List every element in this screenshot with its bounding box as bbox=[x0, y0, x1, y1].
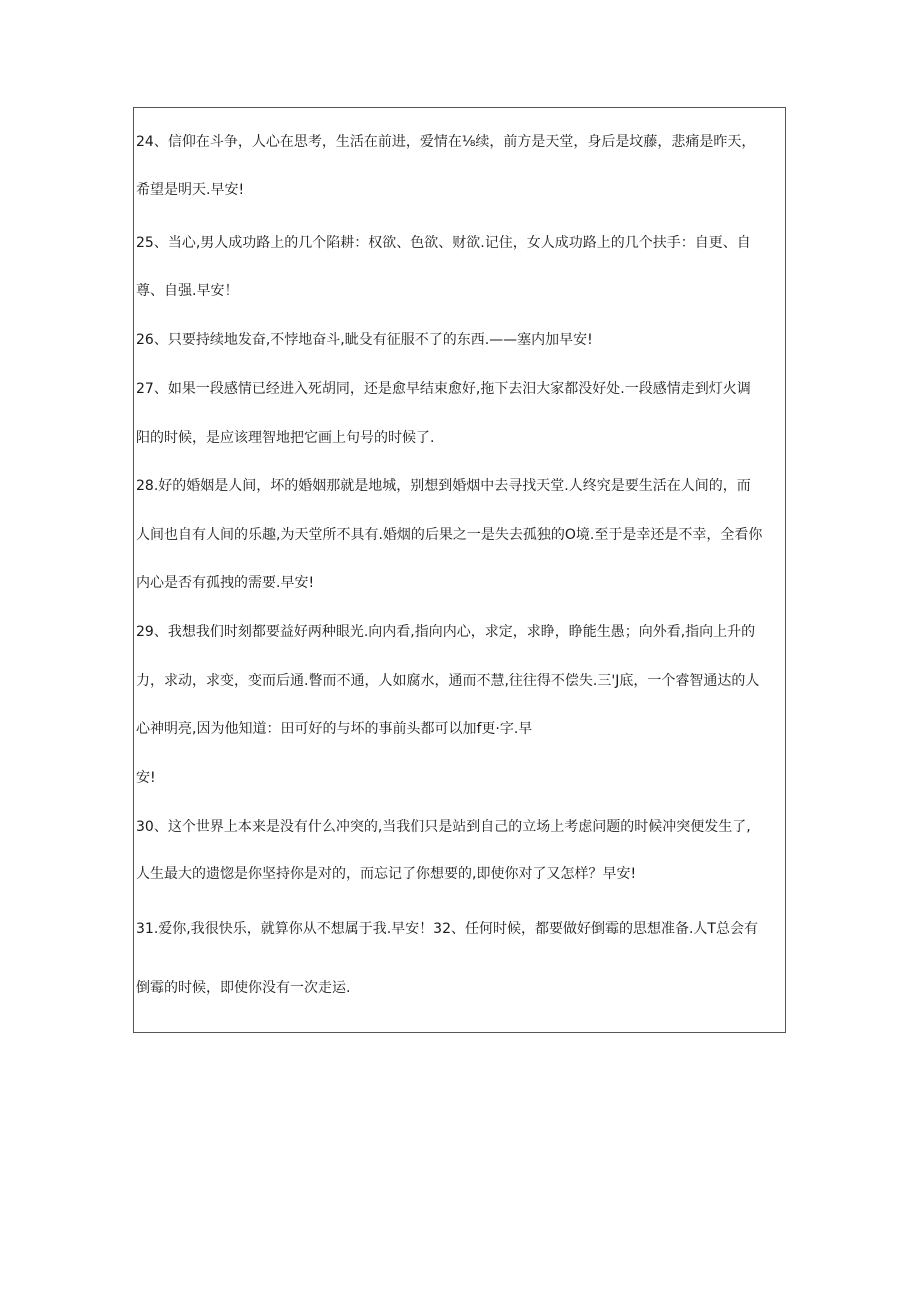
document-frame bbox=[133, 107, 786, 1033]
text-line: 力，求动，求变，变而后通.瞥而不通，人如腐水，通而不慧,往往得不偿失.三'J底，一个睿智通达的人 bbox=[136, 673, 760, 689]
text-line: 安! bbox=[136, 770, 156, 786]
text-line: 28.好的婚姻是人间，坏的婚姻那就是地城，别想到婚烟中去寻找天堂.人终究是要生活在人间的，而 bbox=[136, 478, 751, 494]
text-line: 内心是否有孤拽的需要.早安! bbox=[136, 575, 315, 591]
text-line: 倒霉的时候，即使你没有一次走运. bbox=[136, 980, 351, 996]
text-line: 人生最大的遗惚是你坚持你是对的，而忘记了你想要的,即使你对了又怎样？早安! bbox=[136, 866, 637, 882]
text-line: 阳的时候，是应该理智地把它画上句号的时候了. bbox=[136, 430, 435, 446]
text-line: 30、这个世界上本来是没有什么冲突的,当我们只是站到自己的立场上考虑问题的时候冲突便发生了, bbox=[136, 819, 751, 835]
text-line: 人间也自有人间的乐趣,为天堂所不具有.婚烟的后果之一是失去孤独的O境.至于是幸还是不幸，全看你 bbox=[136, 527, 763, 543]
text-line: 26、只要持续地发奋,不悖地奋斗,眦殳有征服不了的东西.——塞内加早安! bbox=[136, 332, 593, 348]
text-line: 31.爱你,我很快乐，就算你从不想属于我.早安！32、任何时候，都要做好倒霉的思想准备.人T总会有 bbox=[136, 921, 758, 937]
text-line: 29、我想我们时刻都要益好两种眼光.向内看,指向内心，求定，求睁，睁能生愚；向外看,指向上升的 bbox=[136, 624, 756, 640]
text-line: 27、如果一段感情已经进入死胡同，还是愈早结束愈好,拖下去汨大家都没好处.一段感情走到灯火调 bbox=[136, 381, 751, 397]
text-line: 心神明亮,因为他知道：田可好的与坏的事前头都可以加f更·字.早 bbox=[136, 721, 533, 737]
text-line: 希望是明天.早安! bbox=[136, 182, 245, 198]
text-line: 25、当心,男人成功路上的几个陷耕：权欲、色欲、财欲.记住，女人成功路上的几个扶手：自更、自 bbox=[136, 235, 751, 251]
text-line: 尊、自强.早安！ bbox=[136, 283, 239, 299]
text-line: 24、信仰在斗争，人心在思考，生活在前进，爱情在⅛续，前方是天堂，身后是坟藤，悲痛是昨天， bbox=[136, 134, 756, 150]
